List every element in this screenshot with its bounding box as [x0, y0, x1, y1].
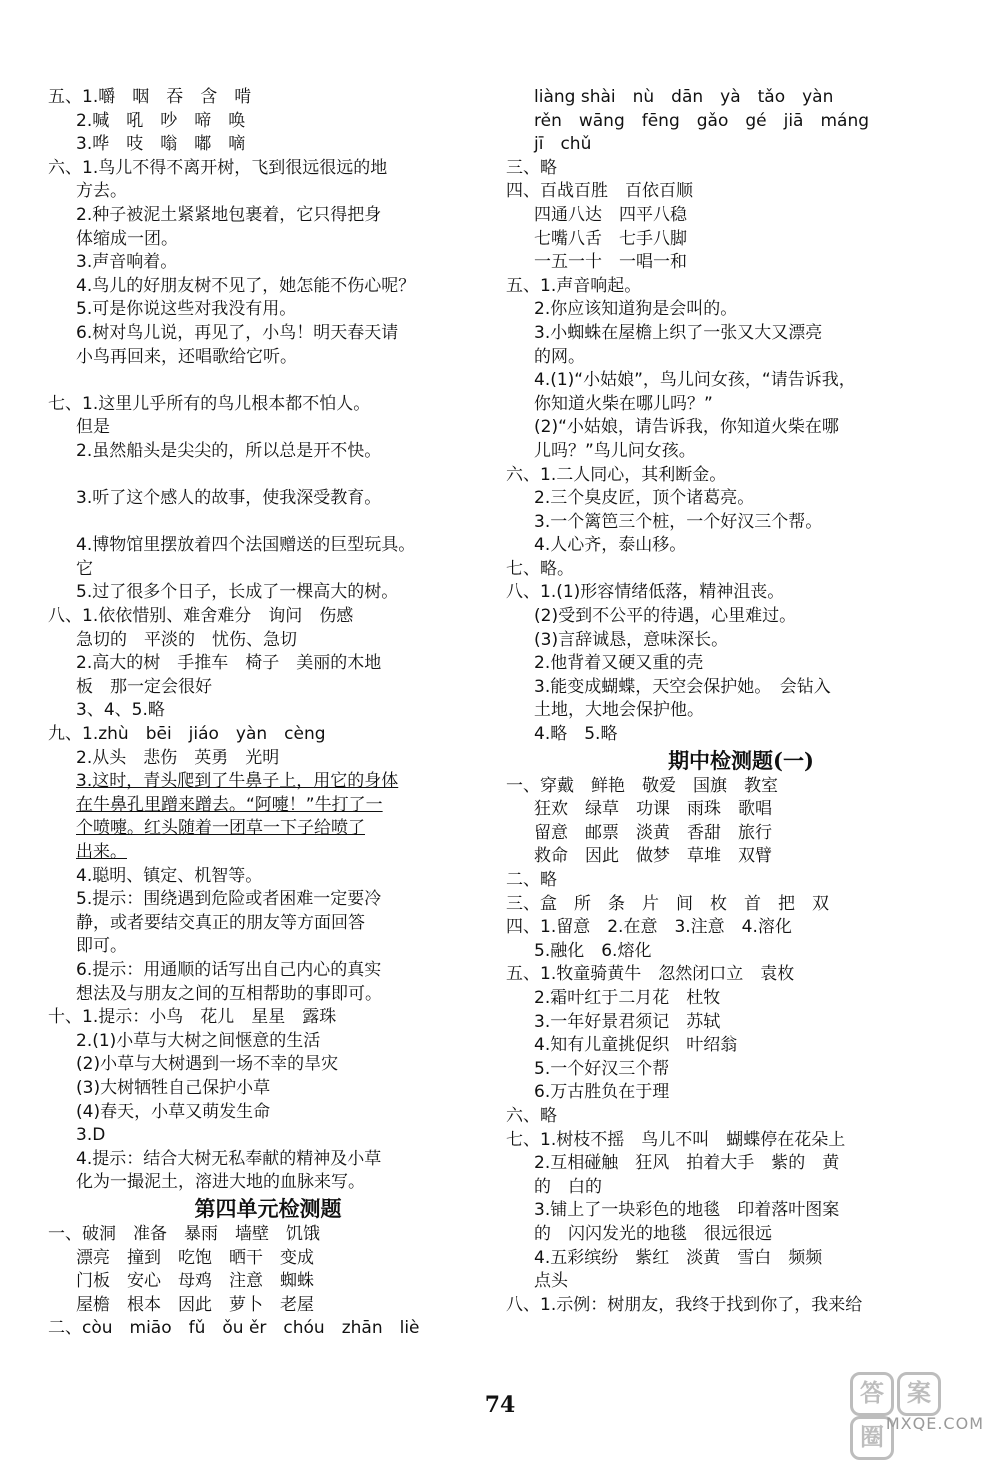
answer-line: 漂亮 撞到 吃饱 晒干 变成 [76, 1247, 314, 1268]
answer-line: 七嘴八舌 七手八脚 [534, 228, 687, 249]
answer-line: 点头 [534, 1271, 568, 1292]
answer-line: 小鸟再回来，还唱歌给它听。 [76, 346, 297, 367]
answer-line: 五、1.嚼 咽 吞 含 啃 [48, 87, 252, 107]
answer-line: 三、盒 所 条 片 间 枚 首 把 双 [506, 893, 829, 914]
answer-line: 二、略 [506, 870, 557, 890]
answer-line: 4.略 5.略 [534, 724, 618, 745]
answer-line: 即可。 [76, 936, 127, 957]
answer-line: 门板 安心 母鸡 注意 蜘蛛 [76, 1271, 314, 1292]
answer-line: 3.这时，青头爬到了牛鼻子上，用它的身体 [76, 771, 399, 792]
answer-line: 在牛鼻孔里蹭来蹭去。“阿嚏！”牛打了一 [76, 794, 383, 815]
answer-line: 化为一撮泥土，溶进大地的血脉来写。 [76, 1172, 365, 1193]
answer-line: 出来。 [76, 842, 127, 862]
answer-line: liàng shài nù dān yà tǎo yàn [534, 87, 834, 107]
answer-line: 二、còu miāo fǔ ǒu ěr chóu zhān liè [48, 1318, 420, 1339]
answer-line: 2.种子被泥土紧紧地包裹着，它只得把身 [76, 204, 382, 225]
answer-line: 想法及与朋友之间的互相帮助的事即可。 [76, 983, 382, 1004]
watermark-url: MXQE.COM [885, 1414, 984, 1433]
answer-line: 4.(1)“小姑娘”，鸟儿问女孩，“请告诉我， [534, 370, 856, 391]
answer-line: (4)春天，小草又萌发生命 [76, 1101, 271, 1122]
answer-line: 5.一个好汉三个帮 [534, 1058, 670, 1079]
answer-line: 七、1.树枝不摇 鸟儿不叫 蝴蝶停在花朵上 [506, 1129, 846, 1150]
answer-line: 3.D [76, 1125, 106, 1146]
answer-line: 儿吗？”鸟儿问女孩。 [534, 440, 696, 461]
answer-line: 方去。 [76, 181, 127, 202]
answer-line: 4.提示：结合大树无私奉献的精神及小草 [76, 1148, 382, 1169]
answer-line: 个喷嚏。红头随着一团草一下子给喷了 [76, 818, 365, 839]
answer-line: 的网。 [534, 346, 585, 367]
answer-line: (3)大树牺牲自己保护小草 [76, 1077, 271, 1098]
answer-line: 一、破洞 准备 暴雨 墙壁 饥饿 [48, 1223, 320, 1244]
answer-line: 六、略 [506, 1105, 557, 1126]
answer-line: (2)受到不公平的待遇，心里难过。 [534, 606, 797, 627]
answer-line: 五、1.声音响起。 [506, 275, 642, 296]
page-number: 74 [484, 1392, 516, 1418]
answer-line: 四通八达 四平八稳 [534, 204, 687, 225]
answer-line: 静，或者要结交真正的朋友等方面回答 [76, 912, 365, 933]
answer-line: 五、1.牧童骑黄牛 忽然闭口立 袁枚 [506, 964, 795, 985]
answer-line: 一五一十 一唱一和 [534, 252, 687, 273]
answer-line: 七、1.这里儿乎所有的鸟儿根本都不怕人。 [48, 393, 371, 414]
answer-line: 6.万古胜负在于理 [534, 1082, 670, 1103]
answer-line: 留意 邮票 淡黄 香甜 旅行 [534, 822, 772, 843]
answer-line: 5.提示：围绕遇到危险或者困难一定要冷 [76, 889, 382, 910]
answer-line: 急切的 平淡的 忧伤、急切 [76, 629, 297, 650]
answer-line: 5.融化 6.熔化 [534, 940, 652, 961]
answer-line: 3.铺上了一块彩色的地毯 印着落叶图案 [534, 1200, 840, 1221]
answer-line: 救命 因此 做梦 草堆 双臂 [534, 846, 772, 867]
answer-line: 它 [76, 558, 93, 579]
answer-line: 4.博物馆里摆放着四个法国赠送的巨型玩具。 [76, 535, 416, 556]
answer-line: 6.树对鸟儿说，再见了，小鸟！明天春天请 [76, 322, 399, 343]
answer-line: 三、略 [506, 157, 557, 178]
answer-line: (2)小草与大树遇到一场不幸的旱灾 [76, 1054, 339, 1075]
answer-line: 的 白的 [534, 1176, 602, 1197]
answer-line: 5.可是你说这些对我没有用。 [76, 299, 297, 320]
answer-line: 的 闪闪发光的地毯 很远很远 [534, 1223, 772, 1244]
section-heading: 第四单元检测题 [194, 1195, 342, 1221]
answer-line: 2.互相碰触 狂风 拍着大手 紫的 黄 [534, 1153, 840, 1174]
answer-line: 四、百战百胜 百依百顺 [506, 181, 693, 202]
answer-line: 体缩成一团。 [76, 228, 178, 249]
answer-line: 3.哗 吱 嗡 嘟 嘀 [76, 134, 246, 155]
answer-line: 4.人心齐，泰山移。 [534, 535, 687, 556]
answer-line: 六、1.二人同心，其利断金。 [506, 464, 727, 485]
answer-line [48, 511, 488, 535]
answer-line: 3.声音响着。 [76, 252, 178, 273]
answer-line: 你知道火柴在哪儿吗？” [534, 393, 713, 414]
section-heading: 期中检测题(一) [668, 747, 814, 773]
answer-line: 4.知有儿童挑促织 叶绍翁 [534, 1035, 738, 1056]
watermark-char: 圈 [850, 1416, 894, 1460]
answer-line: 3.一年好景君须记 苏轼 [534, 1011, 721, 1032]
answer-line: 七、略。 [506, 558, 574, 579]
left-column [48, 86, 488, 1341]
answer-line: 3、4、5.略 [76, 700, 165, 721]
answer-line: 3.能变成蝴蝶，天空会保护她。 会钻入 [534, 676, 831, 697]
answer-line: 土地，大地会保护他。 [534, 700, 704, 721]
answer-line: 2.三个臭皮匠，顶个诸葛亮。 [534, 488, 755, 509]
answer-line: 2.从头 悲伤 英勇 光明 [76, 747, 280, 768]
answer-line: 四、1.留意 2.在意 3.注意 4.溶化 [506, 917, 792, 938]
answer-line: 八、1.依依惜别、难舍难分 询问 伤感 [48, 606, 354, 627]
answer-line: 6.提示：用通顺的话写出自己内心的真实 [76, 959, 382, 980]
answer-line: 3.听了这个感人的故事，使我深受教育。 [76, 488, 382, 509]
answer-line: 3.一个篱笆三个桩，一个好汉三个帮。 [534, 511, 823, 532]
answer-line: (2)“小姑娘，请告诉我，你知道火柴在哪 [534, 417, 839, 438]
answer-line: 板 那一定会很好 [76, 676, 212, 697]
answer-line: 八、1.(1)形容情绪低落，精神沮丧。 [506, 582, 785, 603]
watermark-char: 答 [850, 1372, 894, 1416]
answer-line: 屋檐 根本 因此 萝卜 老屋 [76, 1294, 314, 1315]
watermark-char: 案 [897, 1372, 941, 1416]
answer-line: 4.聪明、镇定、机智等。 [76, 865, 263, 886]
answer-line: 2.霜叶红于二月花 杜牧 [534, 987, 721, 1008]
answer-line: (3)言辞诚恳，意味深长。 [534, 629, 729, 650]
answer-line: jī chǔ [534, 134, 592, 155]
right-column [506, 86, 976, 1317]
answer-line [48, 464, 488, 488]
answer-line: 2.高大的树 手推车 椅子 美丽的木地 [76, 653, 382, 674]
answer-line: 一、穿戴 鲜艳 敬爱 国旗 教室 [506, 775, 778, 796]
answer-line: 5.过了很多个日子，长成了一棵高大的树。 [76, 582, 399, 603]
answer-line: 十、1.提示：小鸟 花儿 星星 露珠 [48, 1007, 337, 1028]
answer-line: 2.你应该知道狗是会叫的。 [534, 299, 738, 320]
answer-line: 4.鸟儿的好朋友树不见了，她怎能不伤心呢？ [76, 275, 416, 296]
answer-line: rěn wāng fēng gǎo gé jiā máng [534, 110, 870, 131]
answer-line: 六、1.鸟儿不得不离开树，飞到很远很远的地 [48, 157, 388, 178]
answer-line: 九、1.zhù bēi jiáo yàn cèng [48, 724, 326, 745]
answer-line: 但是 [76, 417, 110, 438]
answer-line: 狂欢 绿草 功课 雨珠 歌唱 [534, 799, 772, 820]
answer-line: 2.虽然船头是尖尖的，所以总是开不快。 [76, 440, 382, 461]
answer-line: 2.(1)小草与大树之间惬意的生活 [76, 1030, 321, 1051]
answer-line: 4.五彩缤纷 紫红 淡黄 雪白 频频 [534, 1247, 823, 1268]
answer-line [48, 369, 488, 393]
answer-line: 3.小蜘蛛在屋檐上织了一张又大又漂亮 [534, 322, 823, 343]
answer-line: 八、1.示例：树朋友，我终于找到你了，我来给 [506, 1294, 863, 1315]
answer-line: 2.他背着又硬又重的壳 [534, 653, 704, 674]
answer-line: 2.喊 吼 吵 啼 唤 [76, 110, 246, 131]
